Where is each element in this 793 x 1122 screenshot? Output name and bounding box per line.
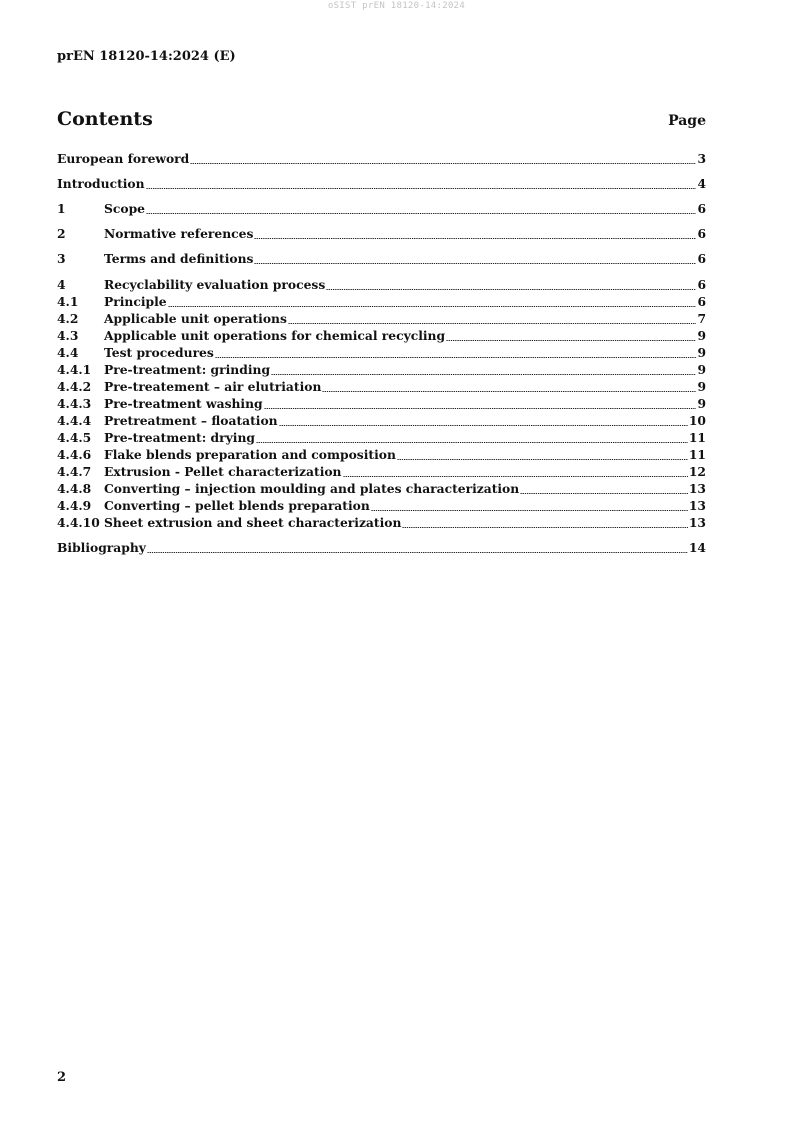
toc-entry[interactable] [57,176,706,192]
page-number: 2 [57,1070,67,1085]
toc-entry-title: Sheet extrusion and sheet characterization [104,515,402,530]
toc-leader-dots [146,188,697,189]
toc-entry-page: 6 [697,294,706,309]
toc-entry-title: Recyclability evaluation process [104,277,326,292]
toc-entry-number: 4.4 [57,345,79,360]
toc-entry[interactable] [57,379,706,395]
toc-entry-title: Applicable unit operations [104,311,287,326]
toc-entry-number: 1 [57,201,66,216]
toc-entry-number: 4.1 [57,294,79,309]
toc-entry-page: 13 [688,515,706,530]
table-of-contents [57,0,706,600]
toc-entry-title: Applicable unit operations for chemical recycling [104,328,446,343]
toc-entry-page: 6 [697,277,706,292]
toc-leader-dots [264,408,697,409]
toc-leader-dots [168,306,697,307]
toc-entry-number: 4.4.9 [57,498,92,513]
toc-entry-number: 4.4.3 [57,396,92,411]
toc-entry-page: 6 [697,251,706,266]
toc-entry-title: Normative references [104,226,254,241]
toc-leader-dots [279,425,688,426]
toc-entry[interactable] [57,328,706,344]
toc-entry-title: Pre-treatment washing [104,396,263,411]
toc-entry-page: 13 [688,481,706,496]
toc-entry-title: Converting – pellet blends preparation [104,498,370,513]
toc-entry-page: 11 [688,430,706,445]
toc-entry-number: 2 [57,226,66,241]
toc-entry-page: 9 [697,328,706,343]
toc-entry[interactable] [57,396,706,412]
toc-entry-title: Introduction [57,176,145,191]
toc-leader-dots [343,476,688,477]
toc-entry[interactable] [57,362,706,378]
toc-entry[interactable] [57,464,706,480]
toc-leader-dots [288,323,697,324]
toc-entry-title: Test procedures [104,345,214,360]
toc-entry-title: Pre-treatment: drying [104,430,255,445]
toc-entry-title: Bibliography [57,540,146,555]
toc-entry-page: 9 [697,396,706,411]
toc-entry-title: Pretreatment – floatation [104,413,278,428]
toc-entry-page: 9 [697,345,706,360]
toc-leader-dots [402,527,687,528]
toc-entry-page: 10 [688,413,706,428]
toc-entry-page: 14 [688,540,706,555]
toc-leader-dots [215,357,697,358]
toc-entry-title: Converting – injection moulding and plates characterization [104,481,520,496]
toc-leader-dots [520,493,688,494]
toc-entry-number: 4.4.4 [57,413,92,428]
toc-leader-dots [146,213,696,214]
toc-entry-page: 11 [688,447,706,462]
toc-entry[interactable] [57,498,706,514]
toc-leader-dots [190,163,696,164]
toc-entry-number: 4.4.5 [57,430,92,445]
toc-entry-page: 3 [697,151,706,166]
toc-leader-dots [147,552,688,553]
toc-entry[interactable] [57,277,706,293]
toc-leader-dots [322,391,696,392]
toc-entry-title: Extrusion - Pellet characterization [104,464,342,479]
toc-entry-page: 7 [697,311,706,326]
toc-entry-number: 3 [57,251,66,266]
toc-leader-dots [254,238,696,239]
toc-entry-title: Flake blends preparation and composition [104,447,396,462]
toc-entry[interactable] [57,481,706,497]
toc-entry-page: 13 [688,498,706,513]
toc-entry[interactable] [57,201,706,217]
toc-leader-dots [446,340,696,341]
toc-entry-number: 4.4.2 [57,379,92,394]
toc-entry[interactable] [57,430,706,446]
toc-entry-page: 4 [697,176,706,191]
toc-entry[interactable] [57,294,706,310]
toc-leader-dots [256,442,688,443]
toc-entry-number: 4.4.8 [57,481,92,496]
toc-entry-title: Terms and definitions [104,251,254,266]
toc-entry-number: 4 [57,277,66,292]
toc-entry-page: 12 [688,464,706,479]
contents-title: Contents [57,108,153,130]
toc-leader-dots [271,374,696,375]
toc-entry[interactable] [57,151,706,167]
toc-entry-title: European foreword [57,151,190,166]
toc-entry-title: Pre-treatment: grinding [104,362,271,377]
toc-entry-title: Scope [104,201,145,216]
toc-entry-title: Principle [104,294,167,309]
toc-entry[interactable] [57,226,706,242]
toc-leader-dots [371,510,688,511]
document-id: prEN 18120-14:2024 (E) [57,49,236,64]
toc-entry-number: 4.4.1 [57,362,92,377]
toc-leader-dots [326,289,696,290]
toc-entry-page: 6 [697,226,706,241]
toc-entry[interactable] [57,251,706,267]
toc-entry[interactable] [57,447,706,463]
toc-entry[interactable] [57,345,706,361]
toc-entry-number: 4.4.7 [57,464,92,479]
toc-leader-dots [254,263,696,264]
toc-entry-title: Pre-treatement – air elutriation [104,379,322,394]
toc-entry[interactable] [57,413,706,429]
toc-entry-number: 4.4.6 [57,447,92,462]
toc-entry-number: 4.4.10 [57,515,100,530]
toc-entry-page: 9 [697,379,706,394]
toc-entry[interactable] [57,515,706,531]
toc-entry-number: 4.3 [57,328,79,343]
toc-entry[interactable] [57,540,706,556]
watermark: oSIST prEN 18120-14:2024 [327,1,466,11]
page-column-label: Page [668,113,706,129]
toc-entry[interactable] [57,311,706,327]
toc-entry-page: 6 [697,201,706,216]
toc-entry-number: 4.2 [57,311,79,326]
toc-leader-dots [397,459,688,460]
toc-entry-page: 9 [697,362,706,377]
